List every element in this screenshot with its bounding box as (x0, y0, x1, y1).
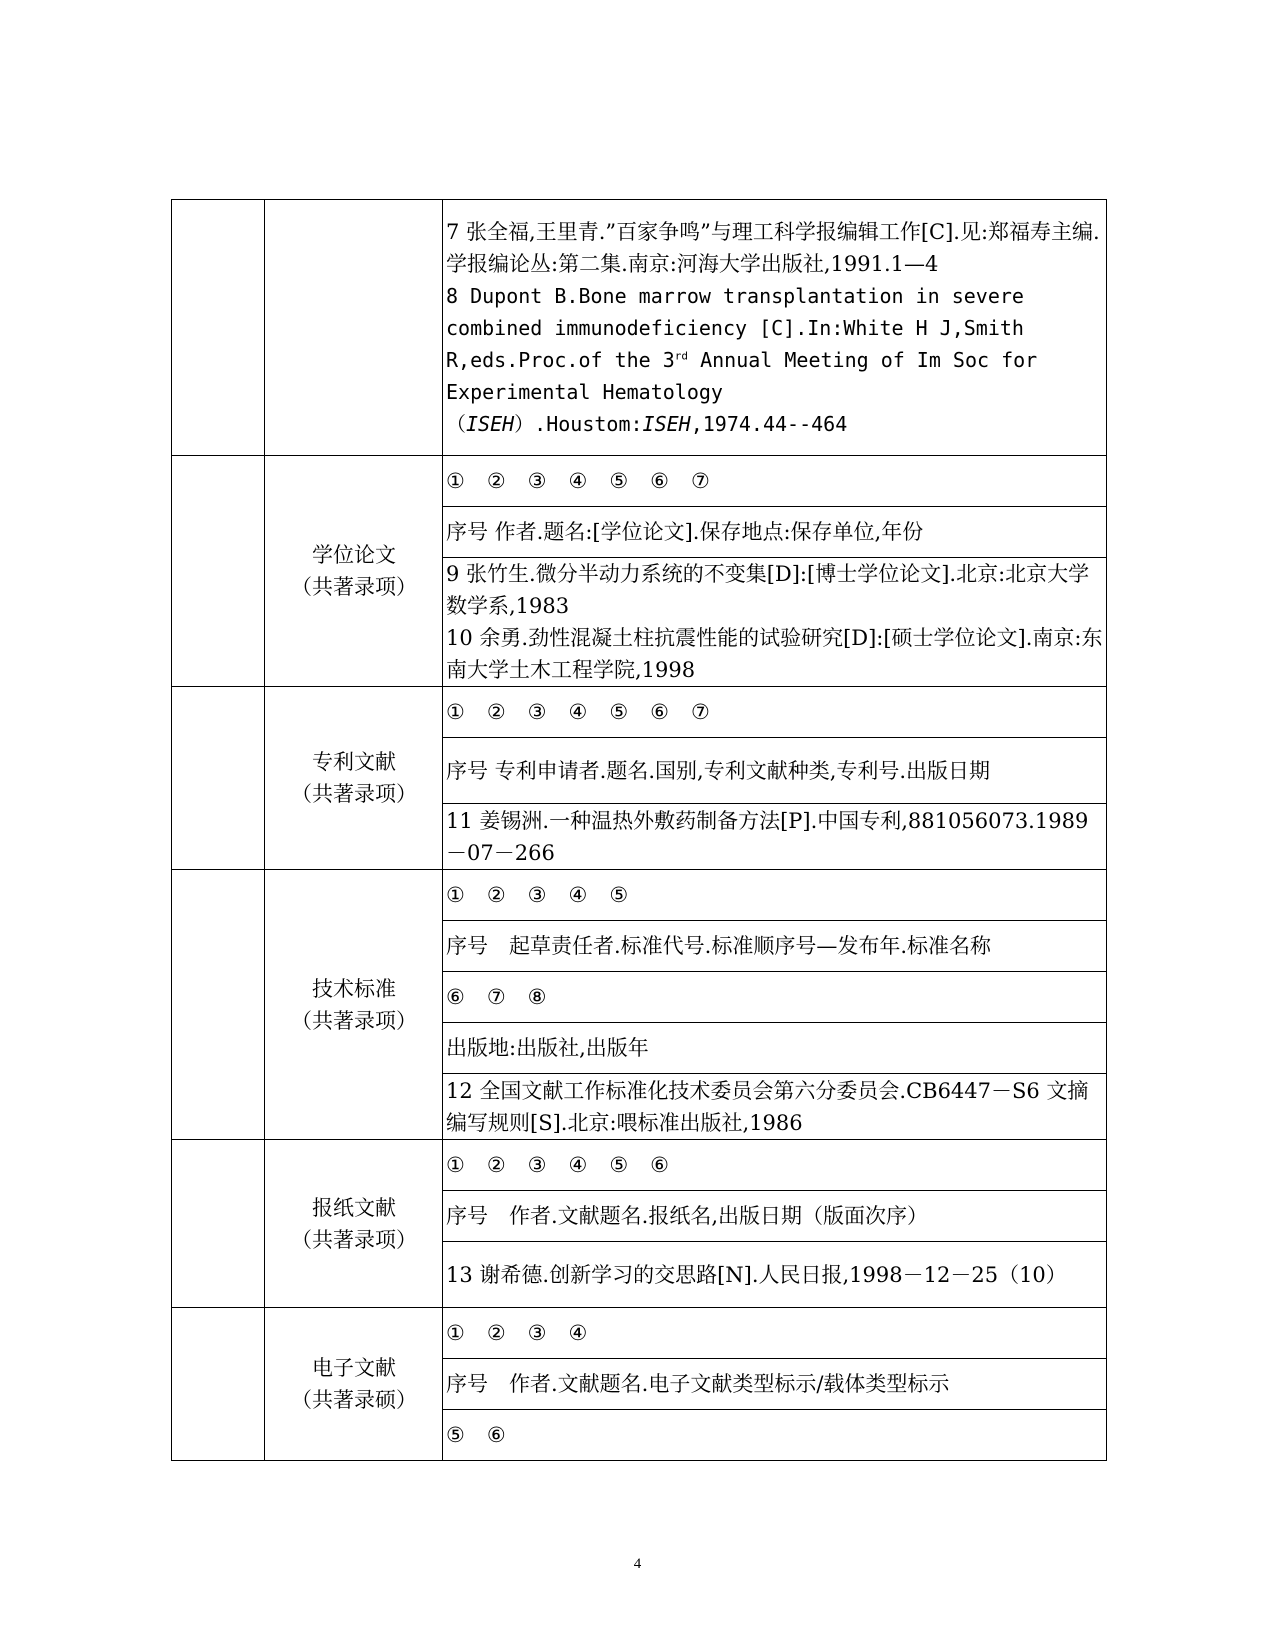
field-number: ⑦ (690, 469, 710, 493)
blank-cell (172, 200, 265, 456)
category-note: （共著录项） (291, 575, 417, 599)
field-number: ⑥ (650, 469, 669, 493)
ex8-line3-b: Annual Meeting of Im Soc for (688, 347, 1038, 372)
example-10: 10 余勇.劲性混凝土柱抗震性能的试验研究[D]:[硕士学位论文].南京:东南大学土木工程学院,1998 (446, 626, 1103, 682)
ex8-abbr-1: ISEH (466, 411, 515, 436)
field-numbers (443, 972, 1107, 1023)
thesis-category (265, 456, 443, 687)
blank-cell (172, 1140, 265, 1308)
standard-numbers-row-1 (172, 870, 1107, 921)
blank-cell (172, 870, 265, 1140)
category-note: （共著录项） (291, 782, 417, 806)
field-number: ① (446, 700, 465, 724)
blank-cell (265, 200, 443, 456)
field-number: ② (486, 883, 506, 907)
category-name: 电子文献 (312, 1356, 396, 1380)
field-number: ⑦ (690, 700, 710, 724)
category-note: （共著录硕） (291, 1388, 417, 1412)
standard-category (265, 870, 443, 1140)
category-name: 专利文献 (312, 750, 396, 774)
format-template: 序号 起草责任者.标准代号.标准顺序号—发布年.标准名称 (443, 921, 1107, 972)
example-9: 9 张竹生.微分半动力系统的不变集[D]:[博士学位论文].北京:北京大学数学系,1983 (446, 562, 1090, 618)
field-number: ② (486, 1153, 506, 1177)
ex8-mid: ）.Houstom: (514, 411, 643, 436)
ex8-ordinal-suffix: rd (674, 348, 689, 362)
field-number: ③ (527, 1321, 547, 1345)
field-numbers (443, 456, 1107, 507)
electronic-category (265, 1308, 443, 1461)
format-template: 序号 作者.题名:[学位论文].保存地点:保存单位,年份 (443, 507, 1107, 558)
format-template: 序号 作者.文献题名.电子文献类型标示/载体类型标示 (443, 1359, 1107, 1410)
example-8-line-5 (446, 408, 1104, 440)
field-number: ④ (568, 469, 588, 493)
format-template: 出版地:出版社,出版年 (443, 1023, 1107, 1074)
field-number: ⑤ (609, 1153, 629, 1177)
field-number: ④ (568, 1153, 588, 1177)
field-number: ④ (568, 700, 588, 724)
field-numbers (443, 1140, 1107, 1191)
example-12: 12 全国文献工作标准化技术委员会第六分委员会.CB6447－S6 文摘编写规则[S].北京:喂标准出版社,1986 (443, 1074, 1107, 1140)
format-template: 序号 作者.文献题名.报纸名,出版日期（版面次序） (443, 1191, 1107, 1242)
field-number: ③ (527, 883, 547, 907)
ex8-abbr-2: ISEH (642, 411, 691, 436)
field-number: ② (486, 700, 506, 724)
field-number: ⑤ (609, 700, 629, 724)
newspaper-category (265, 1140, 443, 1308)
reference-format-table (171, 199, 1107, 1461)
thesis-numbers-row (172, 456, 1107, 507)
example-8-line-3 (446, 344, 1104, 376)
example-cell (443, 200, 1107, 456)
field-number: ⑤ (609, 469, 629, 493)
example-cell (443, 558, 1107, 687)
ex8-line3-a: R,eds.Proc.of the 3 (446, 347, 675, 372)
field-number: ① (446, 883, 465, 907)
category-note: （共著录项） (291, 1008, 417, 1033)
example-13: 13 谢希德.创新学习的交思路[N].人民日报,1998－12－25（10） (443, 1242, 1107, 1308)
field-number: ⑦ (486, 985, 506, 1009)
example-8-line-4: Experimental Hematology (446, 379, 723, 404)
blank-cell (172, 1308, 265, 1461)
electronic-numbers-row-1 (172, 1308, 1107, 1359)
field-number: ② (486, 1321, 506, 1345)
field-numbers (443, 1410, 1107, 1461)
page-number: 4 (633, 1556, 642, 1572)
example-8-line-1: 8 Dupont B.Bone marrow transplantation in severe (446, 283, 1024, 308)
conference-row (172, 200, 1107, 456)
example-7: 7 张全福,王里青.”百家争鸣”与理工科学报编辑工作[C].见:郑福寿主编.学报编论丛:第二集.南京:河海大学出版社,1991.1—4 (446, 219, 1100, 276)
blank-cell (172, 687, 265, 870)
field-number: ⑥ (650, 700, 669, 724)
field-number: ④ (568, 883, 588, 907)
field-number: ① (446, 1321, 465, 1345)
category-name: 报纸文献 (312, 1195, 396, 1220)
blank-cell (172, 456, 265, 687)
field-number: ② (486, 469, 506, 493)
ex8-paren-open: （ (446, 411, 466, 436)
field-number: ⑥ (650, 1153, 669, 1177)
field-number: ③ (527, 700, 547, 724)
format-template: 序号 专利申请者.题名.国别,专利文献种类,专利号.出版日期 (443, 738, 1107, 804)
field-number: ③ (527, 469, 547, 493)
patent-category (265, 687, 443, 870)
category-name: 学位论文 (312, 543, 396, 567)
field-number: ⑧ (527, 985, 547, 1009)
field-number: ① (446, 469, 465, 493)
example-8-line-2: combined immunodeficiency [C].In:White H J,Smith (446, 315, 1024, 340)
field-number: ④ (568, 1321, 588, 1345)
field-number: ① (446, 1153, 465, 1177)
field-number: ③ (527, 1153, 547, 1177)
category-name: 技术标准 (312, 976, 396, 1001)
category-note: （共著录项） (291, 1227, 417, 1252)
field-numbers (443, 687, 1107, 738)
ex8-end: ,1974.44--464 (690, 411, 848, 436)
newspaper-numbers-row (172, 1140, 1107, 1191)
field-number: ⑥ (446, 985, 465, 1009)
patent-numbers-row (172, 687, 1107, 738)
field-numbers (443, 1308, 1107, 1359)
example-11: 11 姜锡洲.一种温热外敷药制备方法[P].中国专利,881056073.1989－07－266 (443, 804, 1107, 870)
field-number: ⑤ (609, 883, 629, 907)
field-number: ⑤ (446, 1423, 465, 1447)
field-number: ⑥ (486, 1423, 506, 1447)
field-numbers (443, 870, 1107, 921)
